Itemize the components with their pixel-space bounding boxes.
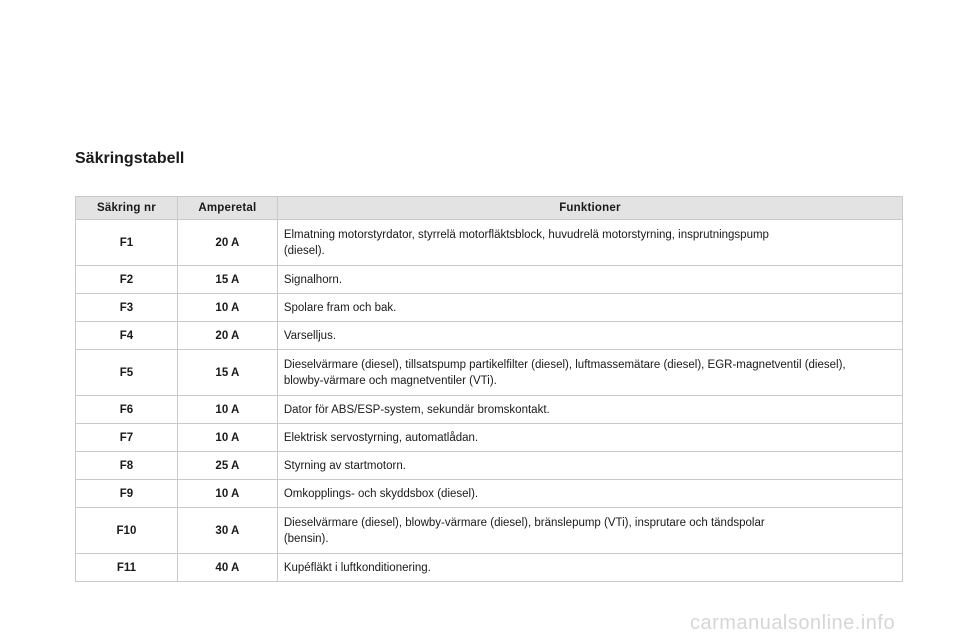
fuse-number-cell: F4 <box>76 322 178 350</box>
function-cell <box>277 452 902 480</box>
table-row <box>76 452 903 480</box>
function-line: blowby-värmare och magnetventiler (VTi). <box>283 374 497 387</box>
header-fuse-number: Säkring nr <box>76 197 178 220</box>
table-row <box>76 508 903 554</box>
fuse-table-body <box>76 220 903 582</box>
table-row <box>76 480 903 508</box>
fuse-number-cell: F10 <box>76 508 178 554</box>
function-line: Dieselvärmare (diesel), tillsatspump partikelfilter (diesel), luftmassemätare (diesel), EGR-magnetventil (diesel), <box>283 358 846 371</box>
amperage-cell: 25 A <box>177 452 277 480</box>
fuse-number-cell: F1 <box>76 220 178 266</box>
function-cell <box>277 294 902 322</box>
header-functions: Funktioner <box>277 197 902 220</box>
fuse-number-cell: F3 <box>76 294 178 322</box>
function-line: Elektrisk servostyrning, automatlådan. <box>283 431 479 444</box>
table-row <box>76 322 903 350</box>
table-row <box>76 424 903 452</box>
function-line: Kupéfläkt i luftkonditionering. <box>283 561 431 574</box>
fuse-number-cell: F2 <box>76 266 178 294</box>
fuse-table <box>75 196 903 582</box>
fuse-number-cell: F11 <box>76 554 178 582</box>
fuse-number-cell: F6 <box>76 396 178 424</box>
fuse-number-cell: F8 <box>76 452 178 480</box>
function-line: Signalhorn. <box>283 273 343 286</box>
amperage-cell: 20 A <box>177 220 277 266</box>
function-line: (diesel). <box>283 244 325 257</box>
function-cell <box>277 322 902 350</box>
table-row <box>76 266 903 294</box>
function-line: Varselljus. <box>283 329 337 342</box>
table-row <box>76 396 903 424</box>
function-cell <box>277 508 902 554</box>
table-row <box>76 350 903 396</box>
fuse-number-cell: F9 <box>76 480 178 508</box>
amperage-cell: 15 A <box>177 350 277 396</box>
function-cell <box>277 220 902 266</box>
function-cell <box>277 424 902 452</box>
table-header-row <box>76 197 903 220</box>
amperage-cell: 10 A <box>177 294 277 322</box>
header-amperage: Amperetal <box>177 197 277 220</box>
amperage-cell: 15 A <box>177 266 277 294</box>
function-line: Spolare fram och bak. <box>283 301 397 314</box>
function-cell <box>277 554 902 582</box>
function-cell <box>277 266 902 294</box>
function-cell <box>277 480 902 508</box>
amperage-cell: 10 A <box>177 480 277 508</box>
amperage-cell: 10 A <box>177 424 277 452</box>
function-line: Dator för ABS/ESP-system, sekundär bromskontakt. <box>283 403 550 416</box>
function-line: Elmatning motorstyrdator, styrrelä motorfläktsblock, huvudrelä motorstyrning, insprutningspump <box>283 228 769 241</box>
table-row <box>76 554 903 582</box>
function-line: (bensin). <box>283 532 329 545</box>
amperage-cell: 40 A <box>177 554 277 582</box>
function-line: Dieselvärmare (diesel), blowby-värmare (diesel), bränslepump (VTi), insprutare och tändspolar <box>283 516 765 529</box>
function-line: Omkopplings- och skyddsbox (diesel). <box>283 487 479 500</box>
amperage-cell: 20 A <box>177 322 277 350</box>
amperage-cell: 10 A <box>177 396 277 424</box>
function-line: Styrning av startmotorn. <box>283 459 406 472</box>
function-cell <box>277 350 902 396</box>
table-row <box>76 294 903 322</box>
table-row <box>76 220 903 266</box>
fuse-number-cell: F5 <box>76 350 178 396</box>
page-title: Säkringstabell <box>75 150 185 167</box>
fuse-number-cell: F7 <box>76 424 178 452</box>
amperage-cell: 30 A <box>177 508 277 554</box>
watermark: carmanualsonline.info <box>690 612 896 634</box>
function-cell <box>277 396 902 424</box>
